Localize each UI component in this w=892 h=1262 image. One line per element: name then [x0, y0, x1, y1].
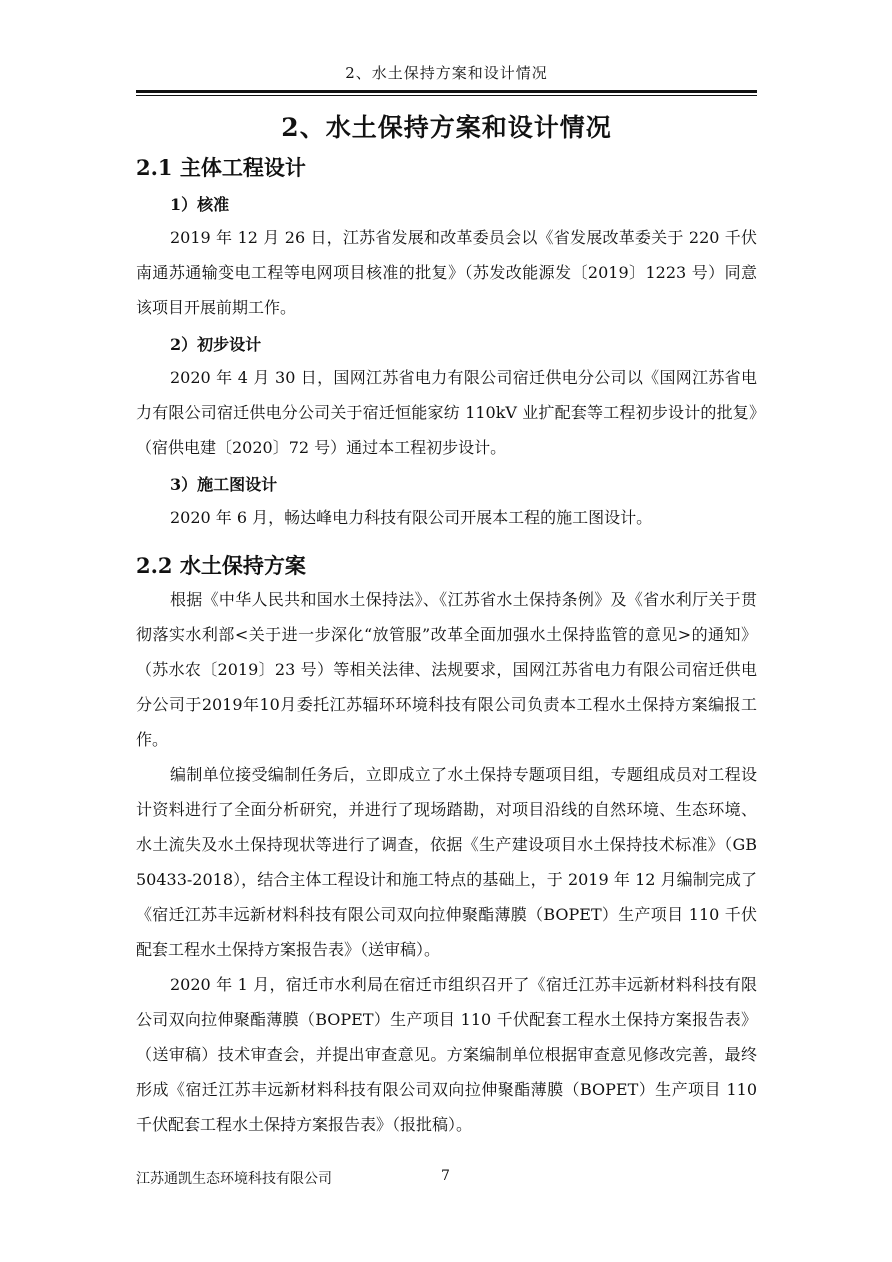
chapter-title: 2、水土保持方案和设计情况: [281, 113, 612, 142]
page-number: 7: [441, 1168, 450, 1184]
paragraph-legal-basis: 根据《中华人民共和国水土保持法》、《江苏省水土保持条例》及《省水利厅关于贯彻落实水利部<关于进一步深化“放管服”改革全面加强水土保持监管的意见>的通知》（苏水农〔2019〕23 号）等相关法律、法规要求，国网江苏省电力有限公司宿迁供电分公司于2019年10月委托江苏辐环环境科技有限公司负责本工程水土保持方案编报工作。: [136, 590, 757, 749]
paragraph-compilation: 编制单位接受编制任务后，立即成立了水土保持专题项目组，专题组成员对工程设计资料进行了全面分析研究，并进行了现场踏勘，对项目沿线的自然环境、生态环境、水土流失及水土保持现状等进行了调查，依据《生产建设项目水土保持技术标准》（GB 50433-2018），结合主体工程设计和施工特点的基础上，于 2019 年 12 月编制完成了《宿迁江苏丰远新材料科技有限公司双向拉伸聚酯薄膜（BOPET）生产项目 110 千伏配套工程水土保持方案报告表》（送审稿）。: [136, 765, 757, 959]
subsection-heading-approval: 1）核准: [170, 195, 230, 214]
paragraph-review: 2020 年 1 月，宿迁市水利局在宿迁市组织召开了《宿迁江苏丰远新材料科技有限公司双向拉伸聚酯薄膜（BOPET）生产项目 110 千伏配套工程水土保持方案报告表》（送审稿）技术审查会，并提出审查意见。方案编制单位根据审查意见修改完善，最终形成《宿迁江苏丰远新材料科技有限公司双向拉伸聚酯薄膜（BOPET）生产项目 110 千伏配套工程水土保持方案报告表》（报批稿）。: [136, 975, 757, 1134]
paragraph-construction-drawing: 2020 年 6 月，畅达峰电力科技有限公司开展本工程的施工图设计。: [170, 508, 653, 527]
header-rule-thick: [136, 90, 757, 93]
section-heading-2-1: 2.1 主体工程设计: [136, 155, 306, 180]
subsection-heading-construction-drawing: 3）施工图设计: [170, 475, 278, 494]
paragraph-approval: 2019 年 12 月 26 日，江苏省发展和改革委员会以《省发展改革委关于 220 千伏南通苏通输变电工程等电网项目核准的批复》（苏发改能源发〔2019〕1223 号）同意该项目开展前期工作。: [136, 228, 757, 317]
paragraph-preliminary-design: 2020 年 4 月 30 日，国网江苏省电力有限公司宿迁供电分公司以《国网江苏省电力有限公司宿迁供电分公司关于宿迁恒能家纺 110kV 业扩配套等工程初步设计的批复》（宿供电建〔2020〕72 号）通过本工程初步设计。: [136, 368, 757, 457]
footer-company: 江苏通凯生态环境科技有限公司: [136, 1171, 332, 1187]
section-heading-2-2: 2.2 水土保持方案: [136, 553, 306, 578]
subsection-heading-preliminary-design: 2）初步设计: [170, 335, 262, 354]
running-header: 2、水土保持方案和设计情况: [345, 64, 548, 82]
header-rule-thin: [136, 95, 757, 96]
